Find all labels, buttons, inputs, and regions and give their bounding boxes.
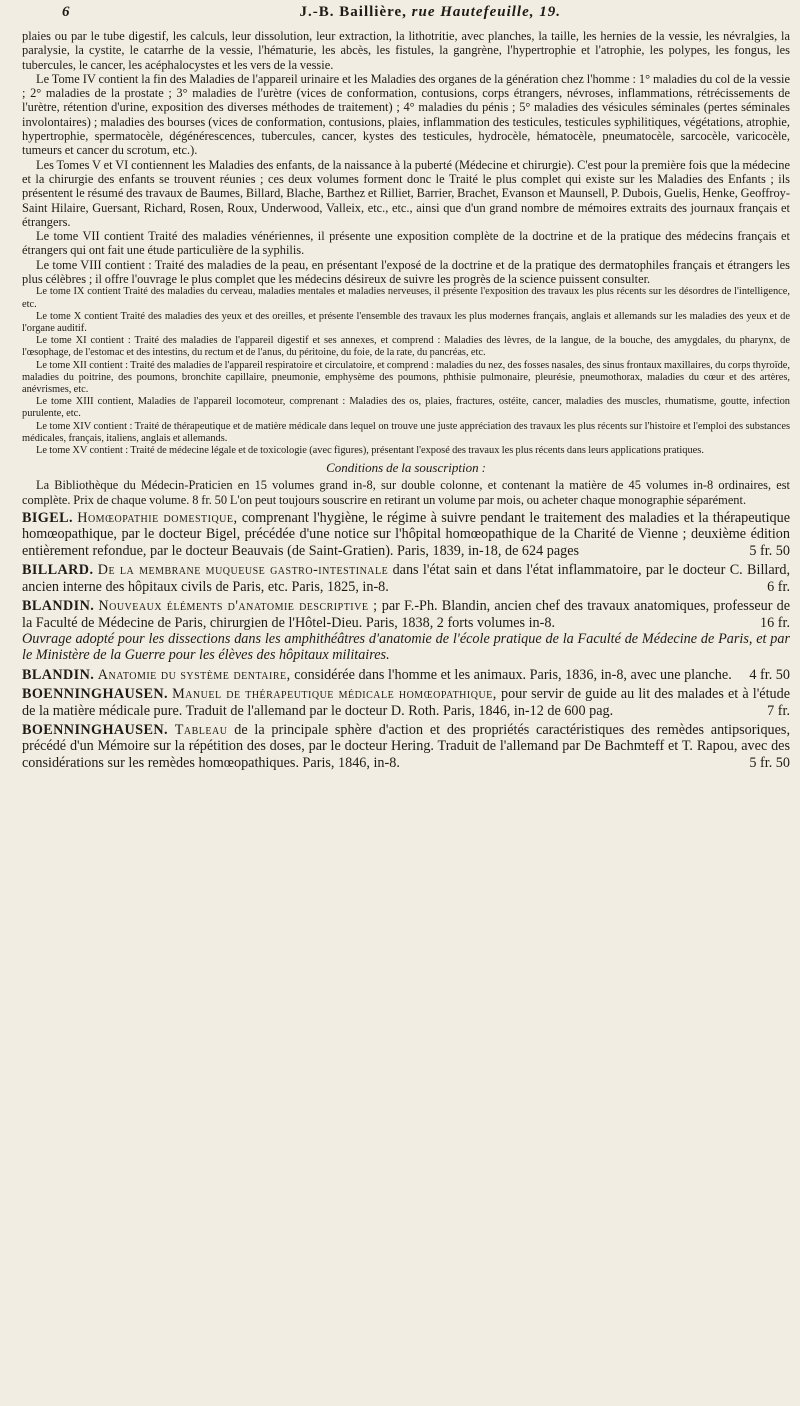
publisher-address: rue Hautefeuille, 19. — [411, 4, 561, 20]
list-item: BILLARD. De la membrane muqueuse gastro-intestinale dans l'état sain et dans l'état inflammatoire, par le docteur C. Billard, ancien interne des hôpitaux civils de Paris, etc. Paris, 1825, in-8. 6 fr. — [22, 562, 790, 595]
small-paragraph: Le tome XII contient : Traité des maladies de l'appareil respiratoire et circulatoire, et comprend : maladies du nez, des fosses nasales, des sinus frontaux maxillaires, du corps thyroïde, maladies du poitrine, des poumons, bronchite capillaire, pneumonie, emphysème des poumons, phthisie pulmonaire, pleurésie, pneumothorax, maladies du cœur et des artères, anévrismes, etc. — [22, 359, 790, 395]
body-text — [22, 29, 790, 507]
small-paragraph: Le tome XIII contient, Maladies de l'appareil locomoteur, comprenant : Maladies des os, plaies, fractures, ostéite, cancer, maladies des muscles, rhumatisme, goutte, infection purulente, etc. — [22, 396, 790, 420]
small-paragraph: Le tome XV contient : Traité de médecine légale et de toxicologie (avec figures), présentant l'exposé des travaux les plus récents dans leurs applications pratiques. — [36, 444, 704, 456]
entry-note: Ouvrage adopté pour les dissections dans les amphithéâtres d'anatomie de l'école pratique de la Faculté de Médecine de Paris, et par le Ministère de la Guerre pour les élèves des hôpitaux militaires. — [22, 630, 790, 664]
price: 7 fr. — [767, 702, 790, 719]
paragraph: Les Tomes V et VI contiennent les Maladies des enfants, de la naissance à la puberté (Médecine et chirurgie). C'est pour la première fois que la médecine et la chirurgie des enfants se trouvent réunies ; ces deux volumes forment donc le Traité le plus complet qui existe sur les Maladies des Enfants ; ils présentent le résumé des travaux de Baumes, Billard, Blache, Barthez et Rilliet, Barrier, Brachet, Evanson et Maunsell, P. Dubois, Guelis, Henke, Geoffroy-Saint Hilaire, Guersant, Richard, Rosen, Roux, Underwood, Valleix, etc., etc., ainsi que d'un grand nombre de mémoires extraits des journaux français et étrangers. — [22, 157, 790, 229]
paragraph: Le tome VIII contient : Traité des maladies de la peau, en présentant l'exposé de la doctrine et de la pratique des dermatophiles français et étrangers les plus célèbres ; il offre l'ouvrage le plus complet que les médecins désireux de suivre les progrès de la science puissent consulter. — [22, 257, 790, 287]
small-paragraph: Le tome XIV contient : Traité de thérapeutique et de matière médicale dans lequel on trouve une juste appréciation des travaux les plus récents sur l'histoire et l'emploi des substances médicales, français, italiens, anglais et allemands. — [22, 420, 790, 444]
list-item: BOENNINGHAUSEN. Tableau de la principale sphère d'action et des propriétés caractéristiques des remèdes antipsoriques, précédé d'un Mémoire sur la répétition des doses, par le docteur Hering. Traduit de l'allemand par De Bachmteff et T. Rapou, avec des considérations sur les remèdes homœopathiques. Paris, 1846, in-8. 5 fr. 50 — [22, 721, 790, 771]
price: 5 fr. 50 — [749, 754, 790, 771]
conditions-text: La Bibliothèque du Médecin-Praticien en 15 volumes grand in-8, sur double colonne, et contenant la matière de 45 volumes in-8 ordinaires, est complète. Prix de chaque volume. 8 fr. 50 L'on peut toujours souscrire en retirant un volume par mois, ou acheter chaque monographie séparément. — [22, 478, 790, 507]
price: 6 fr. — [767, 578, 790, 595]
page-number: 6 — [62, 4, 71, 20]
small-paragraph: Le tome IX contient Traité des maladies du cerveau, maladies mentales et maladies nerveuses, il présente l'exposition des travaux les plus récents sur les désordres de l'intelligence, etc. — [22, 286, 790, 310]
small-paragraph: Le tome XI contient : Traité des maladies de l'appareil digestif et ses annexes, et comprend : Maladies des lèvres, de la langue, de la bouche, des amygdales, du pharynx, de l'œsophage, de l'estomac et des intestins, du rectum et de l'anus, du péritoine, du foie, de la rate, du pancréas, etc. — [22, 335, 790, 359]
small-paragraph: Le tome X contient Traité des maladies des yeux et des oreilles, et présente l'ensemble des travaux les plus modernes français, anglais et allemands sur les maladies des yeux et de l'organe auditif. — [22, 310, 790, 334]
list-item: BLANDIN. Nouveaux éléments d'anatomie descriptive ; par F.-Ph. Blandin, ancien chef des travaux anatomiques, professeur de la Faculté de Médecine de Paris, chirurgien de l'Hôtel-Dieu. Paris, 1838, 2 forts volumes in-8. 16 fr. Ouvrage adopté pour les dissections dans les amphithéâtres d'anatomie de l'école pratique de la Faculté de Médecine de Paris, et par le Ministère de la Guerre pour les élèves des hôpitaux militaires. — [22, 598, 791, 664]
paragraph: Le tome VII contient Traité des maladies vénériennes, il présente une exposition complète de la doctrine et de la pratique des médecins français et étrangers qui ont fait une étude particulière de la syphilis. — [22, 229, 790, 258]
entries-list — [22, 510, 790, 771]
price: 4 fr. 50 — [749, 666, 790, 683]
conditions-title: Conditions de la souscription : — [326, 460, 486, 476]
paragraph: Le Tome IV contient la fin des Maladies de l'appareil urinaire et les Maladies des organes de la génération chez l'homme : 1° maladies du col de la vessie ; 2° maladies de la prostate ; 3° maladies de l'urètre (vices de conformation, contusions, corps étrangers, névroses, inflammations, rétrécissements de l'urètre, rétention d'urine, exposition des diverses méthodes de traitement) ; 4° maladies du pénis ; 5° maladies des vésicules séminales (pertes séminales involontaires) ; maladies des bourses (vices de conformation, contusions, plaies, inflammation des testicules, testicules syphilitiques, végétations, atrophie, hypertrophie, spermatocèle, dégénérescences, tubercules, cancer, kystes des testicules, hydrocèle, hématocèle, pneumatocèle, sarcocèle, varicocèle, tumeurs et cancer du scrotum, etc.). — [22, 71, 790, 158]
list-item: BLANDIN. Anatomie du système dentaire, considérée dans l'homme et les animaux. Paris, 1836, in-8, avec une planche. 4 fr. 50 — [22, 666, 790, 683]
list-item: BIGEL. Homœopathie domestique, comprenant l'hygiène, le régime à suivre pendant le traitement des maladies et la thérapeutique homœopathique, par le docteur Bigel, précédée d'une notice sur l'hôpital homœopathique de la Charité de Vienne ; deuxième édition entièrement refondue, par le docteur Beauvais (de Saint-Gratien). Paris, 1839, in-18, de 624 pages 5 fr. 50 — [22, 510, 791, 559]
paragraph: plaies ou par le tube digestif, les calculs, leur dissolution, leur extraction, la lithotritie, avec planches, la taille, les hernies de la vessie, les névralgies, la paralysie, la cystite, le catarrhe de la vessie, l'hématurie, les abcès, les fistules, la gangrène, l'hypertrophie et l'atrophie, les polypes, les fongus, les tubercules, le cancer, les acéphalocystes et les vers de la vessie. — [22, 29, 790, 72]
list-item: BOENNINGHAUSEN. Manuel de thérapeutique médicale homœopathique, pour servir de guide au lit des malades et à l'étude de la matière médicale pure. Traduit de l'allemand par le docteur D. Roth. Paris, 1846, in-12 de 600 pag. 7 fr. — [22, 686, 791, 719]
page-header: 6 J.-B. Baillière, rue Hautefeuille, 19. — [62, 4, 561, 20]
price: 16 fr. — [760, 614, 790, 631]
price: 5 fr. 50 — [749, 542, 790, 559]
publisher-name: J.-B. Baillière — [299, 4, 403, 20]
